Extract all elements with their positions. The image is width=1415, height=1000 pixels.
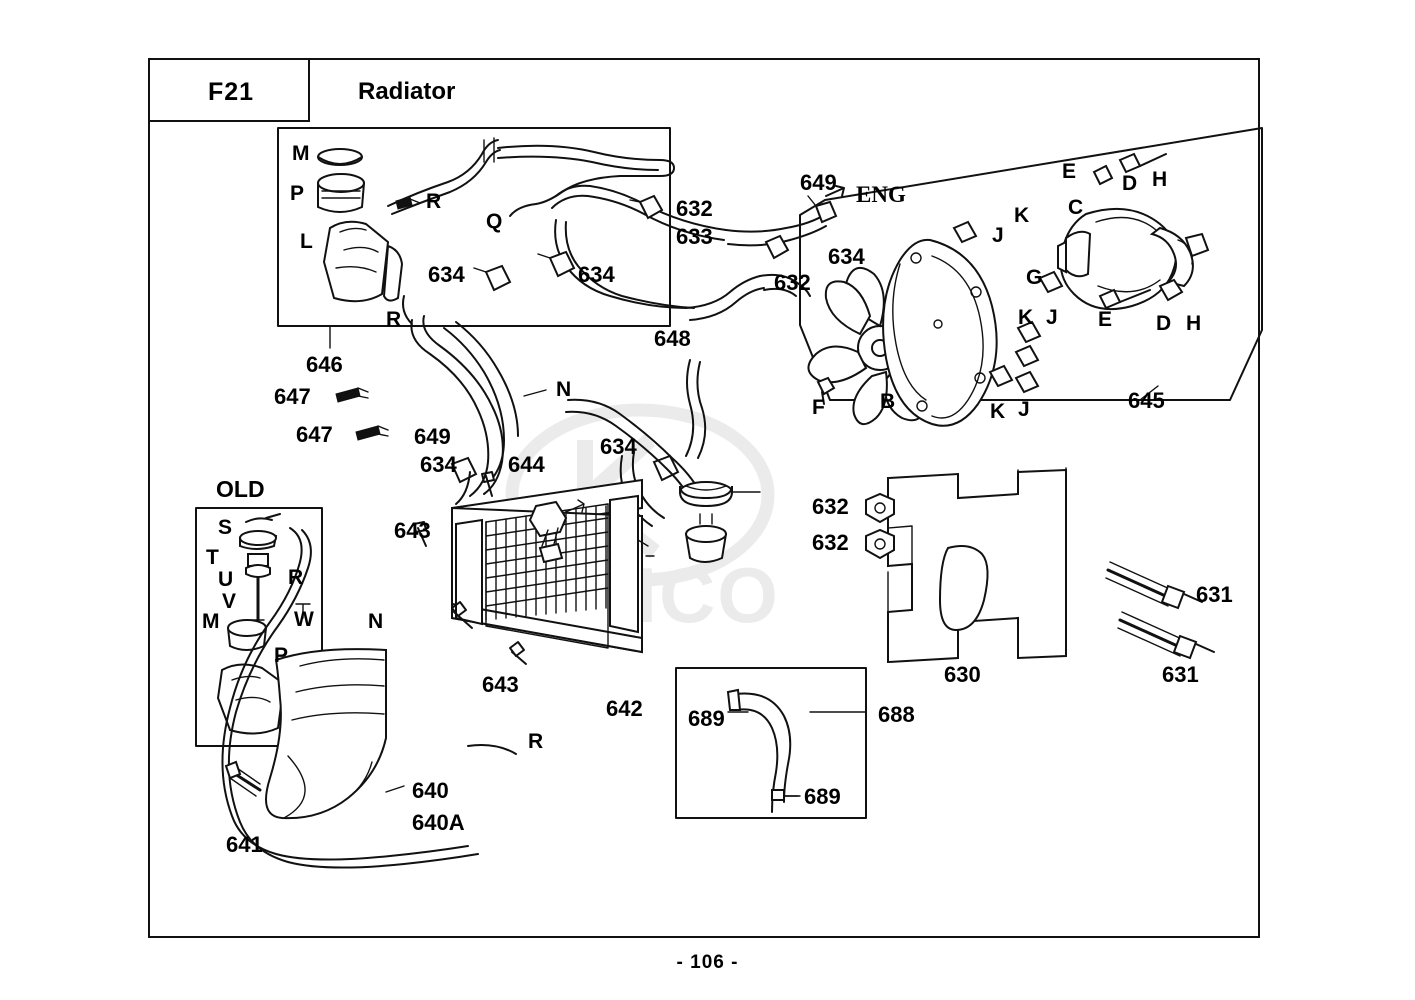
callout-letter-r-old: R	[288, 566, 304, 589]
callout-648: 648	[654, 326, 691, 351]
callout-letter-r-bottom: R	[528, 730, 544, 753]
callout-640: 640	[412, 778, 449, 803]
callout-letter-k-bot: K	[990, 400, 1006, 423]
callout-letter-k-top: K	[1014, 204, 1030, 227]
watermark-text: KIMCO	[510, 551, 780, 639]
callout-letter-w: W	[294, 608, 314, 631]
callout-letter-d-top: D	[1122, 172, 1138, 195]
callout-631-a: 631	[1196, 582, 1233, 607]
callout-letter-l-reservoir: L	[300, 230, 313, 253]
callout-631-b: 631	[1162, 662, 1199, 687]
callout-634-rad: 634	[420, 452, 457, 477]
callout-649: 649	[414, 424, 451, 449]
callout-643-a: 643	[394, 518, 431, 543]
label-eng: ENG	[856, 182, 906, 207]
callout-641: 641	[226, 832, 263, 857]
callout-632-a: 632	[676, 196, 713, 221]
callout-688: 688	[878, 702, 915, 727]
callout-letter-u: U	[218, 568, 234, 591]
callout-letter-b: B	[880, 390, 896, 413]
callout-letter-f: F	[812, 396, 825, 419]
callout-647-b: 647	[296, 422, 333, 447]
callout-632-d: 632	[812, 530, 849, 555]
callout-634-top: 649	[800, 170, 837, 195]
callout-letter-t: T	[206, 546, 219, 569]
callout-633: 633	[676, 224, 713, 249]
callout-letter-d-bot: D	[1156, 312, 1172, 335]
callout-letter-r-main: R	[386, 308, 402, 331]
callout-634-mid: 634	[578, 262, 615, 287]
callout-letter-h-bot: H	[1186, 312, 1202, 335]
callout-645: 645	[1128, 388, 1165, 413]
callout-letter-p-old: P	[274, 644, 289, 667]
label-old: OLD	[216, 476, 265, 502]
callout-642: 642	[606, 696, 643, 721]
callout-634-left: 634	[428, 262, 465, 287]
callout-646: 646	[306, 352, 343, 377]
callout-letter-e-bot: E	[1098, 308, 1113, 331]
callout-689-a: 689	[688, 706, 725, 731]
callout-letter-p-reservoir: P	[290, 182, 305, 205]
section-code: F21	[207, 77, 255, 106]
callout-647-a: 647	[274, 384, 311, 409]
callout-letter-r-reservoir: R	[426, 190, 442, 213]
callout-letter-j-top: J	[992, 224, 1004, 247]
callout-letter-n-main: N	[556, 378, 572, 401]
callout-letter-k-mid: K	[1018, 306, 1034, 329]
callout-630: 630	[944, 662, 981, 687]
callout-letter-m-reservoir: M	[292, 142, 310, 165]
callout-644: 644	[508, 452, 545, 477]
callout-letter-q: Q	[486, 210, 503, 233]
callout-640a: 640A	[412, 810, 465, 835]
callout-letter-j-bot: J	[1018, 398, 1030, 421]
callout-letter-s: S	[218, 516, 233, 539]
callout-634-lower: 634	[600, 434, 637, 459]
callout-letter-g: G	[1026, 266, 1043, 289]
callout-letter-v: V	[222, 590, 237, 613]
page-title: Radiator	[358, 78, 456, 105]
callout-letter-e-top: E	[1062, 160, 1077, 183]
callout-letter-j-mid: J	[1046, 306, 1058, 329]
callout-letter-c: C	[1068, 196, 1084, 219]
callout-689-b: 689	[804, 784, 841, 809]
page-number: - 106 -	[676, 952, 739, 973]
callout-letter-n-old: N	[368, 610, 384, 633]
callout-643-b: 643	[482, 672, 519, 697]
callout-634-eng: 634	[828, 244, 865, 269]
callout-632-b: 632	[774, 270, 811, 295]
callout-letter-m-old: M	[202, 610, 220, 633]
callout-letter-h-top: H	[1152, 168, 1168, 191]
callout-632-c: 632	[812, 494, 849, 519]
